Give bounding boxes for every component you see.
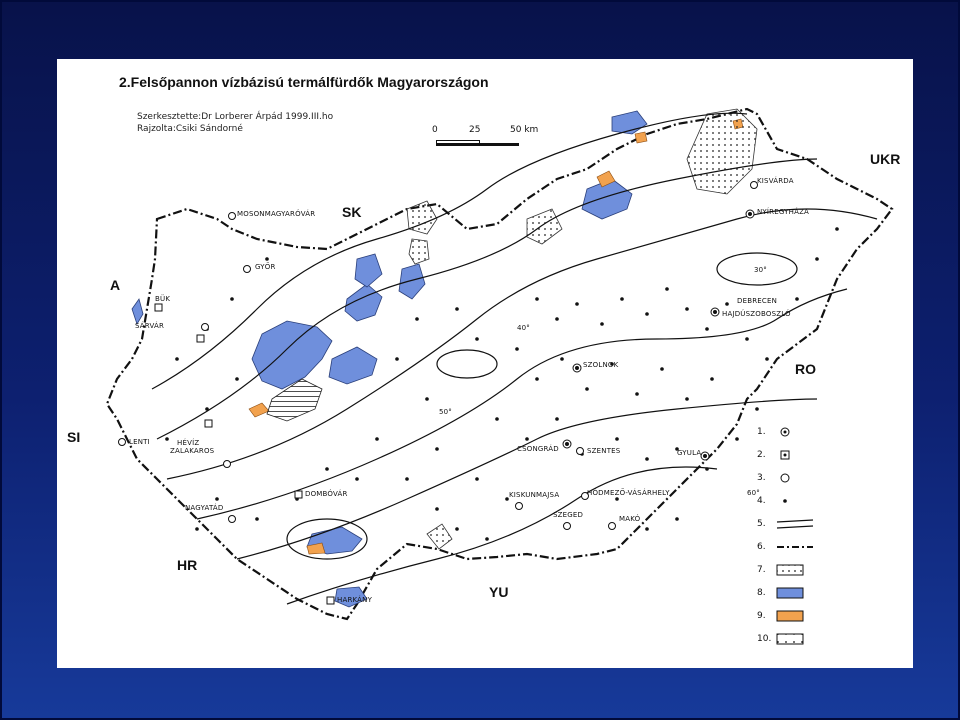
legend-row: [757, 516, 827, 539]
legend-row: [757, 608, 827, 631]
legend-row: [757, 585, 827, 608]
legend-row: [757, 447, 827, 470]
hatched-pattern-icon: [775, 632, 815, 646]
town-label: GYŐR: [255, 263, 276, 271]
town-label: CSONGRÁD: [517, 445, 559, 453]
town-label: KISKUNMAJSA: [509, 491, 560, 499]
country-label-a: A: [110, 277, 121, 293]
legend-number: 3.: [757, 473, 766, 483]
map-legend: [757, 424, 827, 654]
scale-label-0: 0: [432, 125, 438, 135]
legend-number: 4.: [757, 496, 766, 506]
town-label: SZENTES: [587, 447, 621, 455]
map-panel: [57, 59, 913, 668]
blue-area-icon: [775, 586, 815, 600]
town-label: KISVÁRDA: [757, 177, 794, 185]
country-label-sk: SK: [342, 204, 362, 220]
town-label: GYULA: [677, 449, 702, 457]
town-label: DOMBÓVÁR: [305, 490, 348, 498]
legend-number: 7.: [757, 565, 766, 575]
country-label-si: SI: [67, 429, 81, 445]
town-label: MAKÓ: [619, 515, 641, 523]
legend-number: 1.: [757, 427, 766, 437]
town-label: HÉVÍZ: [177, 439, 200, 447]
country-label-hr: HR: [177, 557, 198, 573]
town-label: HAJDÚSZOBOSZLÓ: [722, 310, 791, 318]
well-dots: [165, 227, 839, 541]
legend-number: 5.: [757, 519, 766, 529]
map-title: 2.Felsőpannon vízbázisú termálfürdők Magyarországon: [119, 74, 489, 90]
legend-row: [757, 424, 827, 447]
legend-row: [757, 539, 827, 562]
drawer-credit: Rajzolta:Csiki Sándorné: [137, 124, 243, 134]
legend-row: [757, 470, 827, 493]
isotherm-label: 50°: [439, 408, 453, 416]
legend-row: [757, 562, 827, 585]
isotherm-label: 40°: [517, 324, 531, 332]
legend-number: 8.: [757, 588, 766, 598]
town-label: HARKÁNY: [337, 596, 373, 604]
blue-areas: [132, 111, 647, 607]
thermal-bath-square-icon: [775, 448, 815, 462]
scale-label-50: 50 km: [510, 125, 539, 135]
well-dot-icon: [775, 494, 815, 508]
thermal-bath-circle-icon: [775, 471, 815, 485]
editor-credit: Szerkesztette:Dr Lorberer Árpád 1999.III.ho: [137, 112, 334, 122]
town-label: LENTI: [129, 438, 150, 446]
town-label: ZALAKAROS: [170, 447, 215, 455]
isotherm-label: 30°: [754, 266, 768, 274]
country-label-yu: YU: [489, 584, 509, 600]
dotted-areas: [407, 109, 757, 549]
orange-area-icon: [775, 609, 815, 623]
legend-row: [757, 493, 827, 516]
town-label: SZEGED: [553, 511, 584, 519]
town-label: SZOLNOK: [583, 361, 619, 369]
country-label-ukr: UKR: [870, 151, 901, 167]
scale-label-25: 25: [469, 125, 481, 135]
thermal-bath-major-icon: [775, 425, 815, 439]
country-label-ro: RO: [795, 361, 816, 377]
legend-number: 9.: [757, 611, 766, 621]
boundary-line-icon: [775, 540, 815, 554]
town-label: NYÍREGYHÁZA: [757, 208, 810, 216]
isotherm-line-icon: [775, 517, 815, 531]
town-label: NAGYATÁD: [185, 504, 224, 512]
legend-number: 6.: [757, 542, 766, 552]
town-label: HÓDMEZŐ-VÁSÁRHELY: [587, 489, 670, 497]
town-label: DEBRECEN: [737, 297, 778, 305]
dotted-pattern-icon: [775, 563, 815, 577]
town-label: MOSONMAGYARÓVÁR: [237, 210, 316, 218]
town-label: BÜK: [155, 295, 171, 303]
legend-number: 10.: [757, 634, 772, 644]
legend-number: 2.: [757, 450, 766, 460]
town-label: SÁRVÁR: [135, 322, 165, 330]
legend-row: [757, 631, 827, 654]
isotherm-label: 60°: [747, 489, 761, 497]
